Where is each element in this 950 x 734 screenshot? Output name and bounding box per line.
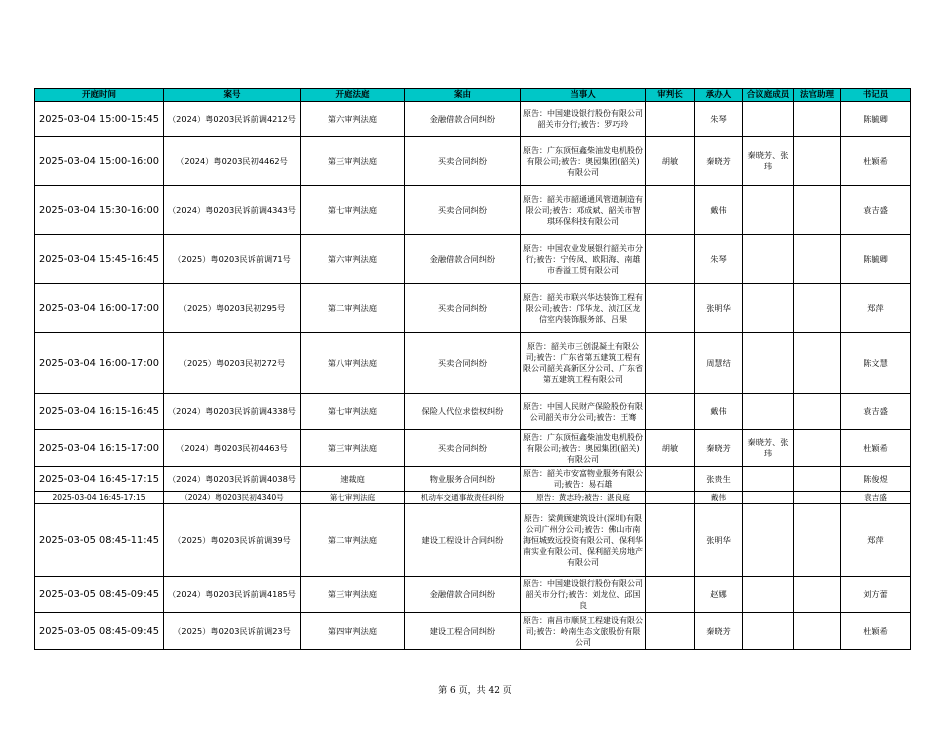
table-row — [35, 186, 911, 235]
hearing-time-cell: 2025-03-04 16:45-17:15 — [35, 492, 164, 504]
presiding-judge-cell — [646, 467, 695, 492]
case-number-cell: （2024）粤0203民初4340号 — [164, 492, 301, 504]
case-cause-cell: 物业服务合同纠纷 — [405, 467, 521, 492]
handling-judge-cell: 赵娜 — [695, 577, 743, 613]
parties-cell: 原告：韶关市安富物业服务有限公司;被告：易石雄 — [521, 467, 646, 492]
table-row — [35, 492, 911, 504]
presiding-judge-cell — [646, 102, 695, 137]
clerk-cell: 郑萍 — [841, 504, 911, 577]
courtroom-cell: 第三审判法庭 — [301, 137, 405, 186]
panel-members-cell — [743, 284, 794, 333]
handling-judge-cell: 秦晓芳 — [695, 137, 743, 186]
hearing-time-cell: 2025-03-04 16:15-16:45 — [35, 394, 164, 430]
hearing-time-cell: 2025-03-04 15:30-16:00 — [35, 186, 164, 235]
case-cause-cell: 金融借款合同纠纷 — [405, 102, 521, 137]
parties-cell: 原告：韶关市三创混凝土有限公司;被告：广东省第五建筑工程有限公司韶关高新区分公司、广东省第五建筑工程有限公司 — [521, 333, 646, 394]
handling-judge-cell: 朱琴 — [695, 235, 743, 284]
hearing-time-cell: 2025-03-05 08:45-09:45 — [35, 613, 164, 650]
hearing-time-cell: 2025-03-05 08:45-11:45 — [35, 504, 164, 577]
presiding-judge-cell: 胡敏 — [646, 137, 695, 186]
case-cause-cell: 买卖合同纠纷 — [405, 430, 521, 467]
case-number-cell: （2024）粤0203民诉前调4185号 — [164, 577, 301, 613]
case-number-cell: （2025）粤0203民诉前调71号 — [164, 235, 301, 284]
clerk-cell: 杜颖希 — [841, 430, 911, 467]
case-cause-cell: 买卖合同纠纷 — [405, 333, 521, 394]
handling-judge-cell: 张明华 — [695, 284, 743, 333]
table-row — [35, 504, 911, 577]
judge-assistant-cell — [794, 394, 841, 430]
clerk-cell: 袁吉盛 — [841, 186, 911, 235]
hearing-time-cell: 2025-03-04 15:00-15:45 — [35, 102, 164, 137]
case-cause-cell: 金融借款合同纠纷 — [405, 235, 521, 284]
col-header-assistant: 法官助理 — [794, 89, 841, 102]
case-number-cell: （2024）粤0203民诉前调4038号 — [164, 467, 301, 492]
clerk-cell: 郑萍 — [841, 284, 911, 333]
courtroom-cell: 第四审判法庭 — [301, 613, 405, 650]
parties-cell: 原告：韶关市联兴华达装饰工程有限公司;被告：邝华龙、浈江区龙信室内装饰服务部、吕果 — [521, 284, 646, 333]
table-row — [35, 467, 911, 492]
case-cause-cell: 保险人代位求偿权纠纷 — [405, 394, 521, 430]
judge-assistant-cell — [794, 613, 841, 650]
judge-assistant-cell — [794, 284, 841, 333]
table-row — [35, 333, 911, 394]
col-header-clerk: 书记员 — [841, 89, 911, 102]
courtroom-cell: 速裁庭 — [301, 467, 405, 492]
presiding-judge-cell — [646, 333, 695, 394]
judge-assistant-cell — [794, 577, 841, 613]
col-header-handler: 承办人 — [695, 89, 743, 102]
hearing-time-cell: 2025-03-04 16:00-17:00 — [35, 284, 164, 333]
presiding-judge-cell — [646, 492, 695, 504]
parties-cell: 原告：梁黄顾建筑设计(深圳)有限公司广州分公司;被告：佛山市南海恒城致远投资有限公司、保利华南实业有限公司、保利韶关房地产有限公司 — [521, 504, 646, 577]
hearing-schedule-table — [34, 88, 911, 650]
hearing-time-cell: 2025-03-05 08:45-09:45 — [35, 577, 164, 613]
panel-members-cell — [743, 577, 794, 613]
parties-cell: 原告：韶关市韶通通风管道制造有限公司;被告：邓成斌、韶关市智琪环保科技有限公司 — [521, 186, 646, 235]
hearing-time-cell: 2025-03-04 15:45-16:45 — [35, 235, 164, 284]
courtroom-cell: 第六审判法庭 — [301, 235, 405, 284]
presiding-judge-cell — [646, 613, 695, 650]
presiding-judge-cell: 胡敏 — [646, 430, 695, 467]
case-number-cell: （2025）粤0203民初295号 — [164, 284, 301, 333]
table-row — [35, 235, 911, 284]
parties-cell: 原告：广东顶恒鑫柴油发电机股份有限公司;被告：奥园集团(韶关)有限公司 — [521, 430, 646, 467]
hearing-time-cell: 2025-03-04 16:45-17:15 — [35, 467, 164, 492]
parties-cell: 原告：中国农业发展银行韶关市分行;被告：宁传凤、欧阳海、南雄市香溢工贸有限公司 — [521, 235, 646, 284]
parties-cell: 原告：中国人民财产保险股份有限公司韶关市分公司;被告：王骞 — [521, 394, 646, 430]
col-header-judge: 审判长 — [646, 89, 695, 102]
clerk-cell: 陈毓卿 — [841, 235, 911, 284]
courtroom-cell: 第七审判法庭 — [301, 492, 405, 504]
courtroom-cell: 第二审判法庭 — [301, 284, 405, 333]
handling-judge-cell: 戴伟 — [695, 492, 743, 504]
case-number-cell: （2024）粤0203民初4462号 — [164, 137, 301, 186]
parties-cell: 原告：南昌市顺贤工程建设有限公司;被告：岭南生态文旅股份有限公司 — [521, 613, 646, 650]
panel-members-cell — [743, 186, 794, 235]
table-row — [35, 577, 911, 613]
judge-assistant-cell — [794, 333, 841, 394]
panel-members-cell: 秦晓芳、张玮 — [743, 430, 794, 467]
clerk-cell: 刘方蕾 — [841, 577, 911, 613]
case-cause-cell: 建设工程设计合同纠纷 — [405, 504, 521, 577]
hearing-time-cell: 2025-03-04 15:00-16:00 — [35, 137, 164, 186]
clerk-cell: 袁吉盛 — [841, 394, 911, 430]
panel-members-cell — [743, 235, 794, 284]
case-number-cell: （2024）粤0203民诉前调4343号 — [164, 186, 301, 235]
case-number-cell: （2025）粤0203民诉前调23号 — [164, 613, 301, 650]
courtroom-cell: 第三审判法庭 — [301, 577, 405, 613]
col-header-cause: 案由 — [405, 89, 521, 102]
panel-members-cell — [743, 467, 794, 492]
case-cause-cell: 建设工程合同纠纷 — [405, 613, 521, 650]
courtroom-cell: 第二审判法庭 — [301, 504, 405, 577]
handling-judge-cell: 秦晓芳 — [695, 613, 743, 650]
col-header-court: 开庭法庭 — [301, 89, 405, 102]
panel-members-cell — [743, 492, 794, 504]
panel-members-cell — [743, 102, 794, 137]
handling-judge-cell: 戴伟 — [695, 186, 743, 235]
parties-cell: 原告：中国建设银行股份有限公司韶关市分行;被告：罗巧玲 — [521, 102, 646, 137]
judge-assistant-cell — [794, 235, 841, 284]
judge-assistant-cell — [794, 430, 841, 467]
case-number-cell: （2025）粤0203民初272号 — [164, 333, 301, 394]
case-cause-cell: 机动车交通事故责任纠纷 — [405, 492, 521, 504]
presiding-judge-cell — [646, 577, 695, 613]
judge-assistant-cell — [794, 467, 841, 492]
table-row — [35, 430, 911, 467]
clerk-cell: 袁吉盛 — [841, 492, 911, 504]
clerk-cell: 杜颖希 — [841, 137, 911, 186]
courtroom-cell: 第七审判法庭 — [301, 394, 405, 430]
clerk-cell: 陈俊煜 — [841, 467, 911, 492]
parties-cell: 原告：广东顶恒鑫柴油发电机股份有限公司;被告：奥园集团(韶关)有限公司 — [521, 137, 646, 186]
case-cause-cell: 买卖合同纠纷 — [405, 284, 521, 333]
case-cause-cell: 买卖合同纠纷 — [405, 137, 521, 186]
parties-cell: 原告：中国建设银行股份有限公司韶关市分行;被告：刘龙位、邱国良 — [521, 577, 646, 613]
case-number-cell: （2025）粤0203民诉前调39号 — [164, 504, 301, 577]
judge-assistant-cell — [794, 186, 841, 235]
courtroom-cell: 第七审判法庭 — [301, 186, 405, 235]
case-number-cell: （2024）粤0203民诉前调4212号 — [164, 102, 301, 137]
presiding-judge-cell — [646, 394, 695, 430]
handling-judge-cell: 戴伟 — [695, 394, 743, 430]
header-row — [35, 89, 911, 102]
judge-assistant-cell — [794, 504, 841, 577]
handling-judge-cell: 秦晓芳 — [695, 430, 743, 467]
case-number-cell: （2024）粤0203民初4463号 — [164, 430, 301, 467]
presiding-judge-cell — [646, 235, 695, 284]
parties-cell: 原告：黄志玲;被告：湛良庭 — [521, 492, 646, 504]
judge-assistant-cell — [794, 102, 841, 137]
col-header-party: 当事人 — [521, 89, 646, 102]
table-row — [35, 613, 911, 650]
col-header-panel: 合议庭成员 — [743, 89, 794, 102]
handling-judge-cell: 朱琴 — [695, 102, 743, 137]
page-footer: 第 6 页，共 42 页 — [438, 686, 512, 696]
col-header-case: 案号 — [164, 89, 301, 102]
presiding-judge-cell — [646, 186, 695, 235]
table-row — [35, 394, 911, 430]
panel-members-cell — [743, 333, 794, 394]
table-row — [35, 137, 911, 186]
hearing-time-cell: 2025-03-04 16:15-17:00 — [35, 430, 164, 467]
panel-members-cell: 秦晓芳、张玮 — [743, 137, 794, 186]
col-header-time: 开庭时间 — [35, 89, 164, 102]
hearing-time-cell: 2025-03-04 16:00-17:00 — [35, 333, 164, 394]
presiding-judge-cell — [646, 504, 695, 577]
case-cause-cell: 买卖合同纠纷 — [405, 186, 521, 235]
judge-assistant-cell — [794, 137, 841, 186]
clerk-cell: 杜颖希 — [841, 613, 911, 650]
courtroom-cell: 第八审判法庭 — [301, 333, 405, 394]
panel-members-cell — [743, 613, 794, 650]
clerk-cell: 陈毓卿 — [841, 102, 911, 137]
panel-members-cell — [743, 504, 794, 577]
table-row — [35, 102, 911, 137]
courtroom-cell: 第三审判法庭 — [301, 430, 405, 467]
presiding-judge-cell — [646, 284, 695, 333]
judge-assistant-cell — [794, 492, 841, 504]
courtroom-cell: 第六审判法庭 — [301, 102, 405, 137]
handling-judge-cell: 周慧结 — [695, 333, 743, 394]
case-cause-cell: 金融借款合同纠纷 — [405, 577, 521, 613]
case-number-cell: （2024）粤0203民诉前调4338号 — [164, 394, 301, 430]
handling-judge-cell: 张明华 — [695, 504, 743, 577]
clerk-cell: 陈文慧 — [841, 333, 911, 394]
handling-judge-cell: 张贵生 — [695, 467, 743, 492]
panel-members-cell — [743, 394, 794, 430]
table-row — [35, 284, 911, 333]
